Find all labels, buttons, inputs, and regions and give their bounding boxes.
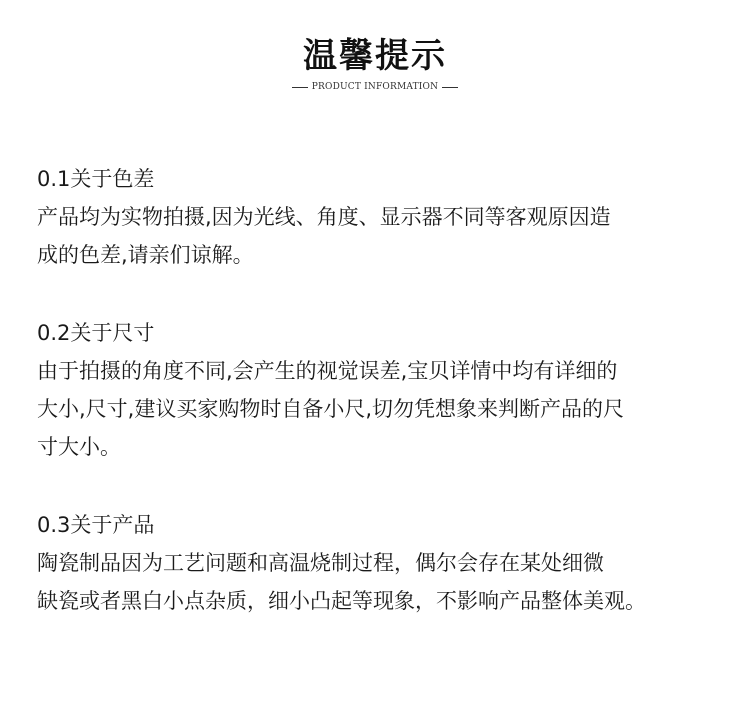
section-text-line: 大小,尺寸,建议买家购物时自备小尺,切勿凭想象来判断产品的尺: [37, 397, 625, 421]
section-text-line: 陶瓷制品因为工艺问题和高温烧制过程，偶尔会存在某处细微: [37, 551, 604, 575]
page-header: [0, 36, 750, 92]
page-subtitle: PRODUCT INFORMATION: [311, 82, 439, 92]
section-text-line: 寸大小。: [37, 435, 121, 459]
subtitle-row: [0, 82, 750, 92]
section-color-difference: [37, 160, 742, 274]
section-heading: 0.2关于尺寸: [37, 321, 155, 345]
section-size: [37, 314, 742, 466]
section-heading: 0.1关于色差: [37, 167, 155, 191]
subtitle-left-dash: [292, 87, 308, 88]
section-product: [37, 506, 742, 620]
info-content: [37, 160, 742, 660]
section-heading: 0.3关于产品: [37, 513, 155, 537]
section-text-line: 成的色差,请亲们谅解。: [37, 243, 254, 267]
subtitle-right-dash: [442, 87, 458, 88]
section-text-line: 缺瓷或者黑白小点杂质，细小凸起等现象，不影响产品整体美观。: [37, 589, 646, 613]
section-text-line: 由于拍摄的角度不同,会产生的视觉误差,宝贝详情中均有详细的: [37, 359, 618, 383]
section-text-line: 产品均为实物拍摄,因为光线、角度、显示器不同等客观原因造: [37, 205, 611, 229]
page-title: 温馨提示: [303, 36, 447, 76]
